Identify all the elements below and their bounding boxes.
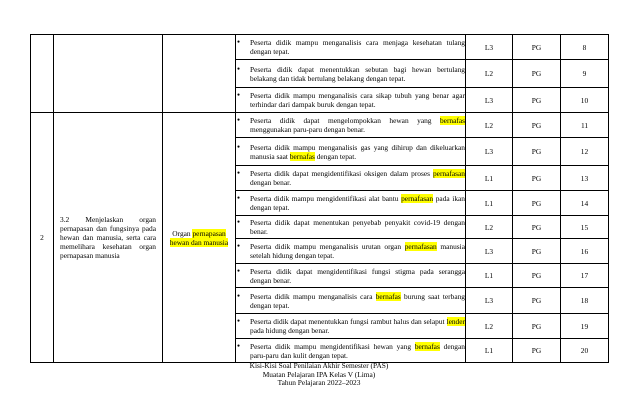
indicator-item xyxy=(236,38,465,56)
indicator-text: pada ikan dengan tepat. xyxy=(250,194,465,212)
question-type-cell: PG xyxy=(513,35,561,60)
question-type-cell: PG xyxy=(513,239,561,264)
indicator-cell xyxy=(236,60,466,88)
indicator-item xyxy=(236,292,465,310)
indicator-text: Peserta didik mampu menganalisis cara menjaga kesehatan tulang dengan tepat. xyxy=(250,38,465,56)
level-cell: L1 xyxy=(466,191,513,216)
indicator-text: burung saat terbang dengan tepat. xyxy=(250,291,465,310)
question-type-cell: PG xyxy=(513,264,561,288)
indicator-cell xyxy=(236,166,466,191)
indicator-item xyxy=(236,143,465,161)
indicator-text: Peserta didik dapat mengidentifikasi fungsi stigma pada serangga dengan benar. xyxy=(250,266,465,285)
question-type-cell: PG xyxy=(513,339,561,363)
highlighted-text: pernapasan hewan dan manusia xyxy=(169,228,229,247)
question-type-cell: PG xyxy=(513,60,561,88)
material-cell xyxy=(163,113,236,363)
bullet-icon: ● xyxy=(237,268,241,274)
question-number-cell: 18 xyxy=(561,288,609,314)
indicator-text: Peserta didik mampu menganalisis urutan organ xyxy=(250,242,405,251)
indicator-cell xyxy=(236,314,466,339)
level-cell: L1 xyxy=(466,264,513,288)
level-cell: L2 xyxy=(466,314,513,339)
bullet-icon: ● xyxy=(237,196,241,201)
grid-table xyxy=(30,34,609,363)
competency-cell xyxy=(54,113,163,363)
level-cell: L2 xyxy=(466,216,513,239)
bullet-icon: ● xyxy=(237,66,241,72)
highlighted-text: bernafas xyxy=(439,116,465,125)
bullet-icon: ● xyxy=(237,171,241,176)
indicator-text: Peserta didik mampu menganalisis gas yang dihirup dan dikeluarkan manusia saat xyxy=(250,142,465,161)
indicator-item xyxy=(236,91,465,109)
level-cell: L3 xyxy=(466,88,513,113)
highlighted-text: lender xyxy=(446,317,465,326)
indicator-item xyxy=(236,317,465,335)
indicator-text: menggunakan paru-paru dengan benar. xyxy=(250,125,365,134)
highlighted-text: pernafasan xyxy=(432,169,465,178)
table-row xyxy=(31,35,609,60)
indicator-item xyxy=(236,267,465,285)
indicator-text: Organ xyxy=(172,228,193,238)
indicator-text: Peserta didik mampu menganalisis cara sikap tubuh yang benar agar terhindar dari dampak buruk dengan tepat. xyxy=(250,91,465,109)
indicator-text: dengan benar. xyxy=(250,178,292,187)
highlighted-text: pernafasan xyxy=(401,194,434,203)
level-cell: L3 xyxy=(466,288,513,314)
highlighted-text: pernafasan xyxy=(404,242,437,251)
footer-line-year: Tahun Pelajaran 2022–2023 xyxy=(277,378,361,387)
indicator-cell xyxy=(236,288,466,314)
indicator-cell xyxy=(236,88,466,113)
indicator-text: Peserta didik dapat mengidentifikasi oksigen dalam proses xyxy=(250,169,433,178)
indicator-cell xyxy=(236,264,466,288)
competency-text: 3.2 Menjelaskan organ pernapasan dan fungsinya pada hewan dan manusia, serta cara memelihara kesehatan organ pernapasan manusia xyxy=(60,215,156,260)
page-footer xyxy=(0,362,638,388)
bullet-icon: ● xyxy=(237,220,241,225)
highlighted-text: bernafas xyxy=(414,341,440,351)
question-number-cell: 20 xyxy=(561,339,609,363)
bullet-icon: ● xyxy=(237,40,241,45)
question-number-cell: 16 xyxy=(561,239,609,264)
question-type-cell: PG xyxy=(513,138,561,166)
competency-cell xyxy=(54,35,163,113)
indicator-item xyxy=(236,116,465,134)
question-type-cell: PG xyxy=(513,88,561,113)
level-cell: L1 xyxy=(466,339,513,363)
indicator-cell xyxy=(236,191,466,216)
level-cell: L1 xyxy=(466,166,513,191)
bullet-icon: ● xyxy=(237,144,241,150)
question-number-cell: 19 xyxy=(561,314,609,339)
bullet-icon: ● xyxy=(237,93,241,98)
question-type-cell: PG xyxy=(513,288,561,314)
number-cell xyxy=(31,35,54,113)
indicator-text: Peserta didik mampu mengidentifikasi alat bantu xyxy=(250,194,402,203)
level-cell: L3 xyxy=(466,239,513,264)
question-type-cell: PG xyxy=(513,113,561,138)
material-text xyxy=(163,229,235,247)
bullet-icon: ● xyxy=(237,293,241,299)
question-number-cell: 15 xyxy=(561,216,609,239)
footer-line-subject: Muatan Pelajaran IPA Kelas V (Lima) xyxy=(262,369,376,379)
indicator-item xyxy=(236,169,465,187)
bullet-icon: ● xyxy=(237,343,241,349)
indicator-text: manusia setelah hidung dengan tepat. xyxy=(250,242,466,260)
indicator-text: dengan tepat. xyxy=(314,151,357,161)
indicator-cell xyxy=(236,216,466,239)
question-number-cell: 12 xyxy=(561,138,609,166)
question-number-cell: 14 xyxy=(561,191,609,216)
grid-body xyxy=(31,35,609,363)
question-number-cell: 9 xyxy=(561,60,609,88)
level-cell: L2 xyxy=(466,113,513,138)
question-number-cell: 8 xyxy=(561,35,609,60)
indicator-text: pada hidung dengan benar. xyxy=(250,326,330,335)
indicator-cell xyxy=(236,239,466,264)
question-type-cell: PG xyxy=(513,166,561,191)
indicator-cell xyxy=(236,35,466,60)
question-type-cell: PG xyxy=(513,191,561,216)
indicator-item xyxy=(236,218,465,236)
indicator-item xyxy=(236,242,465,260)
question-number-cell: 13 xyxy=(561,166,609,191)
material-cell xyxy=(163,35,236,113)
question-type-cell: PG xyxy=(513,314,561,339)
indicator-text: Peserta didik dapat mengelompokkan hewan yang xyxy=(250,116,440,125)
bullet-icon: ● xyxy=(237,244,241,249)
question-number-cell: 17 xyxy=(561,264,609,288)
indicator-item xyxy=(236,194,465,212)
indicator-cell xyxy=(236,339,466,363)
level-cell: L3 xyxy=(466,138,513,166)
indicator-cell xyxy=(236,113,466,138)
indicator-text: Peserta didik dapat menentukkan fungsi rambut halus dan selaput xyxy=(250,317,447,326)
footer-line-title: Kisi-Kisi Soal Penilaian Akhir Semester (PAS) xyxy=(249,361,389,370)
indicator-item xyxy=(236,65,465,83)
indicator-text: dengan paru-paru dan kulit dengan tepat. xyxy=(250,341,465,360)
highlighted-text: bernafas xyxy=(375,291,401,301)
level-cell: L3 xyxy=(466,35,513,60)
indicator-item xyxy=(236,342,465,360)
table-row xyxy=(31,113,609,138)
highlighted-text: bernafas xyxy=(289,151,315,161)
question-number-cell: 10 xyxy=(561,88,609,113)
indicator-text: Peserta didik mampu mengidentifikasi hewan yang xyxy=(250,341,415,351)
number-cell: 2 xyxy=(31,113,54,363)
indicator-text: Peserta didik mampu menganalisis cara xyxy=(250,291,376,301)
indicator-cell xyxy=(236,138,466,166)
level-cell: L2 xyxy=(466,60,513,88)
bullet-icon: ● xyxy=(237,319,241,324)
question-number-cell: 11 xyxy=(561,113,609,138)
indicator-text: Peserta didik dapat menentukkan sebutan bagi hewan bertulang belakang dan tidak bertulang belakang dengan tepat. xyxy=(250,64,465,83)
question-type-cell: PG xyxy=(513,216,561,239)
indicator-text: Peserta didik dapat menentukan penyebab penyakit covid-19 dengan benar. xyxy=(250,218,465,236)
bullet-icon: ● xyxy=(237,118,241,123)
